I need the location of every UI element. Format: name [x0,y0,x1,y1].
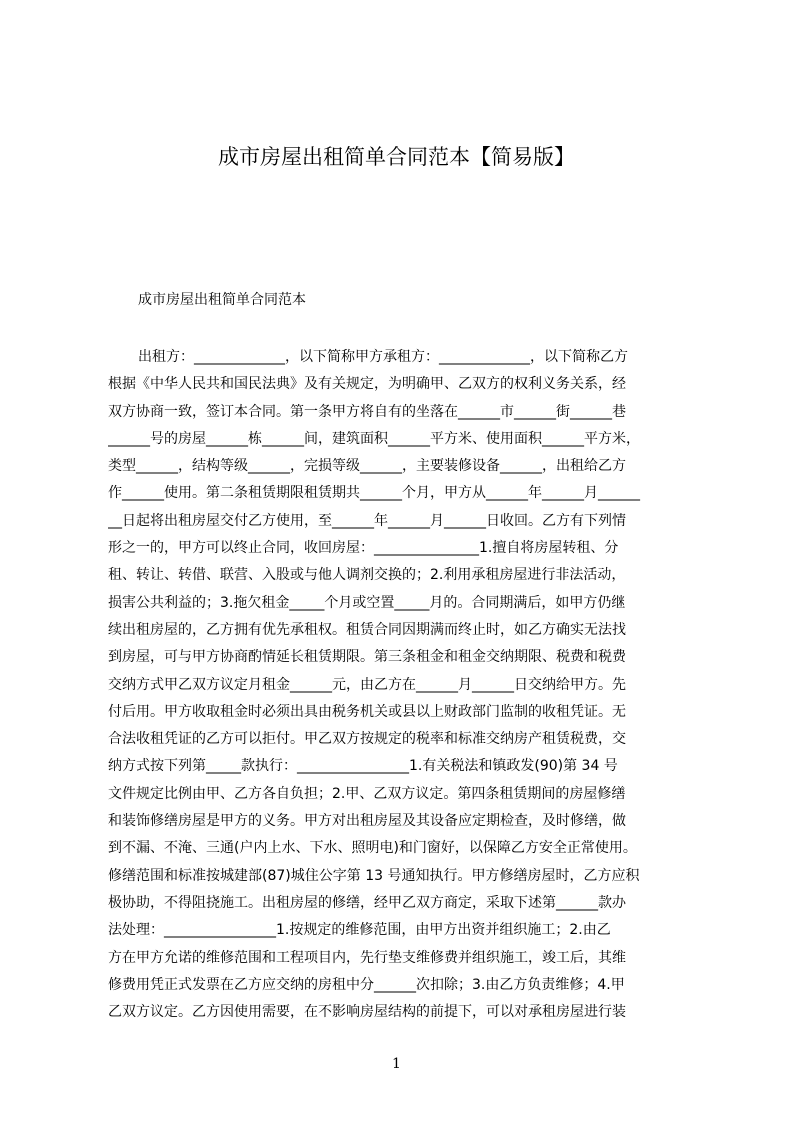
body-line: 类型______，结构等级______，完损等级______，主要装修设备______，出租给乙方 [108,458,626,475]
body-line: __日起将出租房屋交付乙方使用，至______年______月______日收回。乙方有下列情 [108,512,626,529]
body-line: 合法收租凭证的乙方可以拒付。甲乙双方按规定的税率和标准交纳房产租赁税费，交 [108,731,626,748]
body-line: 损害公共利益的；3.拖欠租金_____个月或空置_____月的。合同期满后，如甲方仍继 [108,594,626,611]
body-line: 修费用凭正式发票在乙方应交纳的房租中分______次扣除；3.由乙方负责维修；4.甲 [108,976,625,993]
body-line: ______号的房屋______栋______间，建筑面积______平方米、使用面积______平方米， [108,430,640,447]
body-line: 文件规定比例由甲、乙方各自负担；2.甲、乙双方议定。第四条租赁期间的房屋修缮 [108,785,626,802]
body-line: 纳方式按下列第_____款执行：________________1.有关税法和镇政发(90)第 34 号 [108,758,618,775]
body-line: 修缮范围和标准按城建部(87)城住公字第 13 号通知执行。甲方修缮房屋时，乙方应积 [108,867,640,884]
body-line: 形之一的，甲方可以终止合同，收回房屋：_______________1.擅自将房屋转租、分 [108,540,619,557]
body-line: 租、转让、转借、联营、入股或与他人调剂交换的；2.利用承租房屋进行非法活动， [108,567,626,584]
body-line: 到不漏、不淹、三通(户内上水、下水、照明电)和门窗好，以保障乙方安全正常使用。 [108,840,637,857]
body-line: 出租方：_____________，以下简称甲方承租方：_____________，以下简称乙方 [138,349,628,365]
body-line: 续出租房屋的，乙方拥有优先承租权。租赁合同因期满而终止时，如乙方确实无法找 [108,621,626,638]
body-line: 根据《中华人民共和国民法典》及有关规定，为明确甲、乙双方的权利义务关系，经 [108,376,626,393]
body-line: 付后用。甲方收取租金时必须出具由税务机关或县以上财政部门监制的收租凭证。无 [108,703,626,720]
body-line: 交纳方式甲乙双方议定月租金______元，由乙方在______月______日交纳给甲方。先 [108,676,626,693]
contract-body [108,344,698,1026]
page-number: 1 [392,1056,401,1072]
document-subtitle: 成市房屋出租简单合同范本 [138,292,306,308]
body-line: 作______使用。第二条租赁期限租赁期共______个月，甲方从______年______月______ [108,485,640,502]
body-line: 到房屋，可与甲方协商酌情延长租赁期限。第三条租金和租金交纳期限、税费和税费 [108,649,626,666]
body-line: 方在甲方允诺的维修范围和工程项目内，先行垫支维修费并组织施工，竣工后，其维 [108,949,626,966]
body-line: 乙双方议定。乙方因使用需要，在不影响房屋结构的前提下，可以对承租房屋进行装 [108,1004,626,1021]
body-line: 和装饰修缮房屋是甲方的义务。甲方对出租房屋及其设备应定期检查，及时修缮，做 [108,813,626,830]
body-line: 双方协商一致，签订本合同。第一条甲方将自有的坐落在______市______街______巷 [108,403,626,420]
body-line: 极协助，不得阻挠施工。出租房屋的修缮，经甲乙双方商定，采取下述第______款办 [108,894,626,911]
body-line: 法处理：________________1.按规定的维修范围，由甲方出资并组织施工；2.由乙 [108,922,611,939]
document-title: 成市房屋出租简单合同范本【简易版】 [218,145,575,169]
